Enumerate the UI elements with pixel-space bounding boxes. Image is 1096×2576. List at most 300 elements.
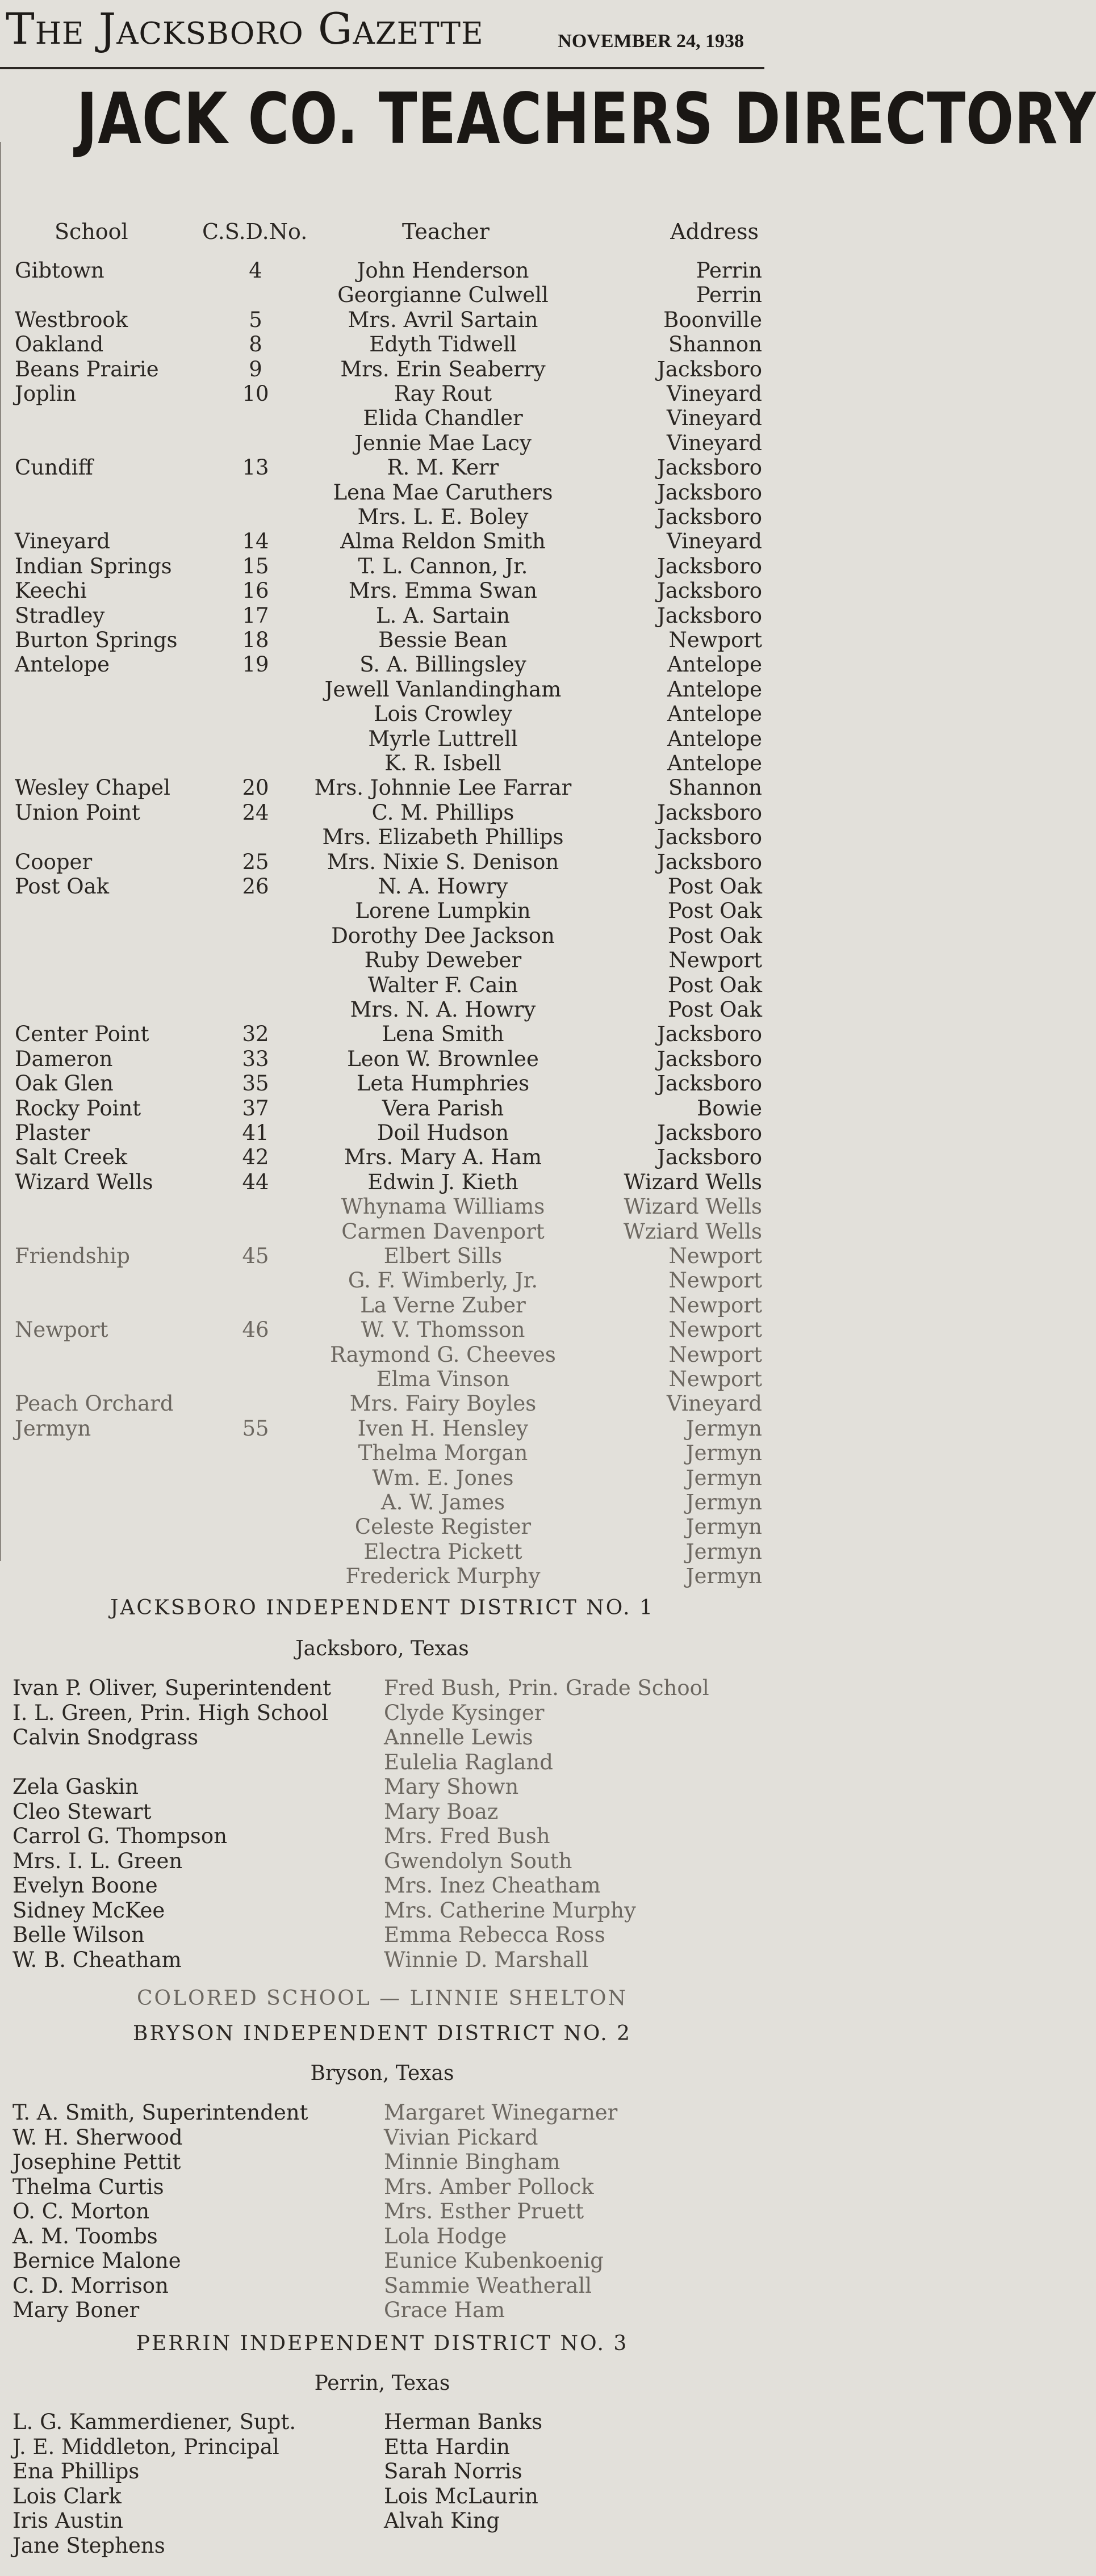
teacher-name: Walter F. Cain: [367, 972, 518, 997]
table-row: [0, 1096, 764, 1121]
table-row: [0, 874, 764, 899]
staff-name-right: Mrs. Inez Cheatham: [384, 1873, 601, 1898]
teacher-name: Alma Reldon Smith: [340, 529, 546, 554]
csd-number: 18: [242, 628, 269, 652]
teacher-address: Perrin: [696, 258, 762, 283]
teacher-name: C. M. Phillips: [371, 800, 514, 825]
staff-name-left: Lois Clark: [12, 2483, 122, 2508]
school-name: Wizard Wells: [15, 1169, 153, 1194]
teacher-address: Jermyn: [685, 1564, 762, 1589]
csd-number: 4: [249, 258, 262, 283]
staff-name-right: Lola Hodge: [384, 2223, 507, 2248]
table-row: [0, 825, 764, 849]
list-item: [0, 2150, 764, 2174]
school-name: Westbrook: [15, 307, 128, 332]
teacher-name: K. R. Isbell: [384, 751, 501, 775]
csd-number: 35: [242, 1071, 269, 1096]
csd-number: 25: [242, 849, 269, 874]
staff-name-left: Zela Gaskin: [12, 1774, 139, 1799]
table-row: [0, 1441, 764, 1465]
teacher-name: L. A. Sartain: [375, 603, 511, 628]
teacher-name: Elida Chandler: [363, 406, 523, 431]
teacher-address: Bowie: [697, 1096, 762, 1121]
staff-name-right: Clyde Kysinger: [384, 1700, 545, 1725]
staff-name-right: Vivian Pickard: [384, 2125, 538, 2150]
header-school: School: [55, 219, 128, 244]
teacher-address: Wizard Wells: [624, 1194, 762, 1219]
staff-name-left: L. G. Kammerdiener, Supt.: [12, 2410, 296, 2434]
teacher-address: Newport: [668, 1318, 762, 1342]
teacher-address: Jermyn: [685, 1514, 762, 1539]
staff-name-right: Alvah King: [384, 2508, 500, 2533]
staff-name-right: Winnie D. Marshall: [384, 1947, 589, 1972]
teacher-name: Leon W. Brownlee: [347, 1046, 539, 1071]
csd-number: 20: [242, 775, 269, 800]
teacher-address: Jacksboro: [657, 455, 762, 480]
teacher-name: Electra Pickett: [363, 1539, 522, 1564]
staff-name-left: W. H. Sherwood: [12, 2125, 183, 2150]
list-item: [0, 2248, 764, 2273]
teacher-name: Elbert Sills: [383, 1244, 503, 1268]
teacher-name: Celeste Register: [354, 1514, 532, 1539]
staff-name-right: Annelle Lewis: [384, 1725, 533, 1750]
school-name: Salt Creek: [15, 1145, 128, 1170]
table-row: [0, 1170, 764, 1194]
table-row: [0, 283, 764, 307]
header-teacher: Teacher: [402, 219, 490, 244]
list-item: [0, 2224, 764, 2248]
teacher-name: W. V. Thomsson: [361, 1318, 525, 1342]
staff-name-right: Mrs. Esther Pruett: [384, 2199, 584, 2223]
teacher-address: Jermyn: [685, 1416, 762, 1441]
csd-number: 55: [242, 1416, 269, 1441]
staff-name-right: Mary Shown: [384, 1774, 519, 1799]
bryson-location: Bryson, Texas: [310, 2062, 454, 2085]
staff-name-left: O. C. Morton: [12, 2199, 150, 2223]
teacher-address: Vineyard: [667, 406, 762, 431]
teacher-name: Whynama Williams: [341, 1194, 545, 1219]
teacher-name: Dorothy Dee Jackson: [331, 923, 555, 948]
staff-name-left: Evelyn Boone: [12, 1873, 158, 1898]
teacher-address: Wizard Wells: [624, 1169, 762, 1194]
teacher-address: Jacksboro: [657, 1022, 762, 1047]
teacher-name: Leta Humphries: [356, 1071, 530, 1096]
table-row: [0, 948, 764, 972]
directory-headline: JACK CO. TEACHERS DIRECTORY: [76, 78, 1096, 160]
school-name: Antelope: [15, 652, 110, 677]
teacher-name: Lois Crowley: [373, 702, 512, 727]
csd-number: 32: [242, 1022, 269, 1047]
teacher-address: Newport: [668, 628, 762, 652]
teacher-name: Mrs. Elizabeth Phillips: [322, 825, 564, 850]
csd-number: 9: [249, 356, 262, 381]
staff-name-left: Bernice Malone: [12, 2248, 181, 2273]
csd-number: 16: [242, 578, 269, 603]
teacher-address: Boonville: [663, 307, 762, 332]
table-row: [0, 1145, 764, 1169]
teacher-address: Jermyn: [685, 1490, 762, 1514]
csd-number: 19: [242, 652, 269, 677]
school-name: Jermyn: [15, 1416, 91, 1441]
staff-name-left: Jane Stephens: [12, 2533, 165, 2558]
teacher-name: Mrs. Avril Sartain: [348, 307, 538, 332]
staff-name-right: Lois McLaurin: [384, 2483, 538, 2508]
csd-number: 5: [249, 307, 262, 332]
list-item: [0, 1873, 764, 1898]
teacher-name: G. F. Wimberly, Jr.: [348, 1268, 538, 1293]
teacher-name: Doil Hudson: [377, 1121, 509, 1145]
csd-number: 10: [242, 381, 269, 406]
teacher-name: N. A. Howry: [378, 874, 508, 899]
table-row: [0, 1194, 764, 1219]
staff-name-right: Sarah Norris: [384, 2459, 522, 2483]
teacher-name: Thelma Morgan: [358, 1441, 528, 1466]
teacher-name: Iven H. Hensley: [357, 1416, 529, 1441]
list-item: [0, 2199, 764, 2223]
teacher-name: La Verne Zuber: [360, 1293, 526, 1318]
table-row: [0, 924, 764, 948]
list-item: [0, 1676, 764, 1700]
teacher-address: Jacksboro: [657, 1145, 762, 1170]
school-name: Burton Springs: [15, 628, 178, 652]
staff-name-right: Sammie Weatherall: [384, 2273, 592, 2298]
school-name: Cundiff: [15, 455, 93, 480]
table-row: [0, 1244, 764, 1268]
list-item: [0, 1923, 764, 1947]
school-name: Plaster: [15, 1121, 90, 1145]
staff-name-left: Ivan P. Oliver, Superintendent: [12, 1676, 332, 1700]
teacher-address: Antelope: [667, 751, 762, 775]
teacher-address: Jacksboro: [657, 553, 762, 578]
table-row: [0, 652, 764, 677]
list-item: [0, 1849, 764, 1873]
school-name: Keechi: [15, 578, 87, 603]
teacher-address: Post Oak: [667, 972, 762, 997]
school-name: Newport: [15, 1318, 108, 1342]
teacher-name: Wm. E. Jones: [372, 1465, 514, 1490]
school-name: Dameron: [15, 1046, 113, 1071]
school-name: Wesley Chapel: [15, 775, 170, 800]
table-row: [0, 258, 764, 283]
table-row: [0, 628, 764, 652]
teacher-name: Mrs. Johnnie Lee Farrar: [314, 775, 572, 800]
teacher-address: Antelope: [667, 652, 762, 677]
teacher-address: Shannon: [668, 332, 762, 357]
table-row: [0, 406, 764, 430]
staff-name-left: Ena Phillips: [12, 2459, 140, 2483]
school-name: Indian Springs: [15, 553, 172, 578]
table-row: [0, 800, 764, 825]
staff-name-right: Mary Boaz: [384, 1799, 499, 1824]
issue-date: NOVEMBER 24, 1938: [558, 31, 744, 52]
teacher-name: Georgianne Culwell: [337, 283, 549, 308]
teacher-address: Newport: [668, 1342, 762, 1367]
table-row: [0, 308, 764, 332]
staff-name-right: Eunice Kubenkoenig: [384, 2248, 604, 2273]
list-item: [0, 1824, 764, 1848]
table-row: [0, 775, 764, 800]
newspaper-name: The Jacksboro Gazette: [6, 3, 484, 54]
teacher-address: Newport: [668, 1293, 762, 1318]
staff-name-left: Thelma Curtis: [12, 2174, 164, 2199]
teacher-address: Newport: [668, 1244, 762, 1268]
teacher-address: Jacksboro: [657, 1121, 762, 1145]
table-row: [0, 1539, 764, 1564]
table-row: [0, 578, 764, 603]
jacksboro-location: Jacksboro, Texas: [295, 1637, 469, 1660]
school-name: Gibtown: [15, 258, 104, 283]
staff-name-left: T. A. Smith, Superintendent: [12, 2100, 308, 2125]
school-name: Post Oak: [15, 874, 110, 899]
table-row: [0, 1391, 764, 1416]
csd-number: 44: [242, 1169, 269, 1194]
list-item: [0, 2100, 764, 2125]
teacher-address: Jacksboro: [657, 825, 762, 850]
csd-number: 46: [242, 1318, 269, 1342]
list-item: [0, 2125, 764, 2150]
table-row: [0, 1466, 764, 1490]
teacher-address: Antelope: [667, 726, 762, 751]
perrin-district-title: PERRIN INDEPENDENT DISTRICT NO. 3: [136, 2332, 629, 2355]
teacher-address: Antelope: [667, 702, 762, 727]
teacher-address: Shannon: [668, 775, 762, 800]
table-row: [0, 1367, 764, 1391]
teacher-address: Post Oak: [667, 899, 762, 924]
teacher-name: Myrle Luttrell: [368, 726, 518, 751]
teacher-name: Mrs. Erin Seaberry: [340, 356, 546, 381]
teacher-name: Carmen Davenport: [341, 1219, 545, 1244]
csd-number: 15: [242, 553, 269, 578]
colored-school-line: COLORED SCHOOL — LINNIE SHELTON: [137, 1987, 628, 2010]
csd-number: 14: [242, 529, 269, 554]
school-name: Rocky Point: [15, 1096, 141, 1121]
school-name: Oakland: [15, 332, 104, 357]
staff-name-right: Herman Banks: [384, 2410, 543, 2434]
table-row: [0, 554, 764, 578]
staff-name-right: Minnie Bingham: [384, 2150, 560, 2174]
table-row: [0, 1564, 764, 1588]
perrin-location: Perrin, Texas: [314, 2372, 450, 2395]
staff-name-left: Sidney McKee: [12, 1898, 165, 1923]
staff-name-left: Iris Austin: [12, 2508, 123, 2533]
csd-number: 8: [249, 332, 262, 357]
teacher-name: Mrs. Mary A. Ham: [344, 1145, 542, 1170]
teacher-name: T. L. Cannon, Jr.: [358, 553, 528, 578]
table-row: [0, 357, 764, 381]
table-row: [0, 1047, 764, 1071]
staff-name-left: A. M. Toombs: [12, 2223, 158, 2248]
teacher-name: Edwin J. Kieth: [367, 1169, 518, 1194]
table-row: [0, 1416, 764, 1441]
school-name: Beans Prairie: [15, 356, 159, 381]
list-item: [0, 2175, 764, 2199]
school-name: Peach Orchard: [15, 1391, 174, 1416]
teacher-address: Vineyard: [667, 381, 762, 406]
teacher-name: Lena Mae Caruthers: [333, 480, 553, 505]
table-row: [0, 850, 764, 874]
teacher-name: S. A. Billingsley: [359, 652, 526, 677]
teacher-address: Newport: [668, 1268, 762, 1293]
teacher-name: Mrs. N. A. Howry: [350, 997, 536, 1022]
teacher-address: Jacksboro: [657, 800, 762, 825]
list-item: [0, 1799, 764, 1824]
table-row: [0, 899, 764, 923]
list-item: [0, 2508, 764, 2533]
teacher-address: Jacksboro: [657, 1071, 762, 1096]
teacher-name: Jennie Mae Lacy: [354, 430, 532, 455]
teacher-name: Bessie Bean: [378, 628, 508, 652]
staff-name-left: C. D. Morrison: [12, 2273, 169, 2298]
teacher-address: Post Oak: [667, 874, 762, 899]
list-item: [0, 1898, 764, 1923]
school-name: Vineyard: [15, 529, 110, 554]
csd-number: 26: [242, 874, 269, 899]
header-address: Address: [670, 219, 759, 244]
teacher-name: Mrs. Nixie S. Denison: [327, 849, 559, 874]
staff-name-right: Eulelia Ragland: [384, 1750, 553, 1774]
teacher-name: Mrs. Emma Swan: [349, 578, 537, 603]
table-row: [0, 997, 764, 1022]
list-item: [0, 1701, 764, 1725]
csd-number: 13: [242, 455, 269, 480]
list-item: [0, 1948, 764, 1972]
teacher-address: Vineyard: [667, 430, 762, 455]
teacher-address: Wziard Wells: [623, 1219, 762, 1244]
table-row: [0, 677, 764, 702]
staff-name-left: Calvin Snodgrass: [12, 1725, 199, 1750]
list-item: [0, 2435, 764, 2459]
teacher-address: Antelope: [667, 677, 762, 702]
teacher-name: Lena Smith: [382, 1022, 504, 1047]
staff-name-right: Emma Rebecca Ross: [384, 1923, 605, 1947]
list-item: [0, 2298, 764, 2322]
table-row: [0, 529, 764, 553]
teacher-address: Jacksboro: [657, 1046, 762, 1071]
bryson-district-title: BRYSON INDEPENDENT DISTRICT NO. 2: [132, 2022, 632, 2045]
teacher-address: Jacksboro: [657, 849, 762, 874]
table-row: [0, 1514, 764, 1539]
table-row: [0, 751, 764, 775]
teacher-address: Jermyn: [685, 1539, 762, 1564]
teacher-address: Perrin: [696, 283, 762, 308]
teacher-address: Post Oak: [667, 997, 762, 1022]
table-row: [0, 1022, 764, 1046]
table-row: [0, 505, 764, 529]
teacher-name: Frederick Murphy: [345, 1564, 541, 1589]
teacher-address: Jacksboro: [657, 603, 762, 628]
jacksboro-district-title: JACKSBORO INDEPENDENT DISTRICT NO. 1: [110, 1596, 654, 1620]
teacher-name: A. W. James: [380, 1490, 505, 1514]
staff-name-right: Fred Bush, Prin. Grade School: [384, 1676, 709, 1700]
teacher-name: Ray Rout: [394, 381, 492, 406]
staff-name-right: Margaret Winegarner: [384, 2100, 618, 2125]
teacher-address: Newport: [668, 1367, 762, 1391]
header-csd: C.S.D.No.: [202, 219, 308, 244]
table-row: [0, 455, 764, 480]
table-row: [0, 431, 764, 455]
table-row: [0, 1342, 764, 1367]
table-row: [0, 332, 764, 356]
staff-name-right: Etta Hardin: [384, 2434, 510, 2459]
list-item: [0, 2533, 764, 2558]
csd-number: 41: [242, 1121, 269, 1145]
school-name: Cooper: [15, 849, 93, 874]
teacher-name: Mrs. Fairy Boyles: [349, 1391, 537, 1416]
teacher-address: Newport: [668, 948, 762, 973]
table-row: [0, 1268, 764, 1293]
csd-number: 45: [242, 1244, 269, 1268]
staff-name-left: Belle Wilson: [12, 1923, 145, 1947]
masthead: [0, 0, 764, 69]
staff-name-right: Mrs. Fred Bush: [384, 1824, 550, 1848]
teacher-name: Raymond G. Cheeves: [330, 1342, 556, 1367]
teacher-name: Mrs. L. E. Boley: [357, 505, 529, 529]
teacher-name: Jewell Vanlandingham: [324, 677, 562, 702]
staff-name-left: Josephine Pettit: [12, 2150, 181, 2174]
teacher-name: Elma Vinson: [376, 1367, 510, 1391]
teacher-address: Post Oak: [667, 923, 762, 948]
list-item: [0, 1750, 764, 1774]
list-item: [0, 2410, 764, 2434]
school-name: Friendship: [15, 1244, 130, 1268]
list-item: [0, 1725, 764, 1750]
table-row: [0, 1293, 764, 1318]
table-row: [0, 1121, 764, 1145]
csd-number: 42: [242, 1145, 269, 1170]
staff-name-left: I. L. Green, Prin. High School: [12, 1700, 329, 1725]
staff-name-left: Cleo Stewart: [12, 1799, 152, 1824]
staff-name-left: Mrs. I. L. Green: [12, 1848, 183, 1873]
table-row: [0, 973, 764, 997]
staff-name-right: Mrs. Catherine Murphy: [384, 1898, 636, 1923]
csd-number: 33: [242, 1046, 269, 1071]
teacher-name: John Henderson: [357, 258, 529, 283]
staff-name-right: Mrs. Amber Pollock: [384, 2174, 594, 2199]
staff-name-left: W. B. Cheatham: [12, 1947, 182, 1972]
staff-name-left: Mary Boner: [12, 2298, 140, 2322]
school-name: Joplin: [15, 381, 77, 406]
teacher-address: Jacksboro: [657, 505, 762, 529]
csd-number: 17: [242, 603, 269, 628]
table-row: [0, 1318, 764, 1342]
list-item: [0, 2273, 764, 2298]
csd-number: 24: [242, 800, 269, 825]
teacher-address: Jermyn: [685, 1441, 762, 1466]
staff-name-left: J. E. Middleton, Principal: [12, 2434, 279, 2459]
teacher-name: Edyth Tidwell: [369, 332, 517, 357]
teacher-name: Ruby Deweber: [364, 948, 522, 973]
teacher-address: Jacksboro: [657, 578, 762, 603]
list-item: [0, 2459, 764, 2483]
teacher-address: Jacksboro: [657, 480, 762, 505]
table-row: [0, 702, 764, 726]
teacher-address: Vineyard: [667, 1391, 762, 1416]
list-item: [0, 2484, 764, 2508]
staff-name-right: Grace Ham: [384, 2298, 505, 2322]
teacher-address: Jermyn: [685, 1465, 762, 1490]
table-row: [0, 603, 764, 628]
staff-name-right: Gwendolyn South: [384, 1848, 572, 1873]
teacher-name: Vera Parish: [382, 1096, 504, 1121]
table-row: [0, 480, 764, 505]
teacher-address: Jacksboro: [657, 356, 762, 381]
school-name: Center Point: [15, 1022, 149, 1047]
school-name: Stradley: [15, 603, 105, 628]
school-name: Oak Glen: [15, 1071, 114, 1096]
staff-name-left: Carrol G. Thompson: [12, 1824, 228, 1848]
teacher-name: Lorene Lumpkin: [355, 899, 531, 924]
csd-number: 37: [242, 1096, 269, 1121]
